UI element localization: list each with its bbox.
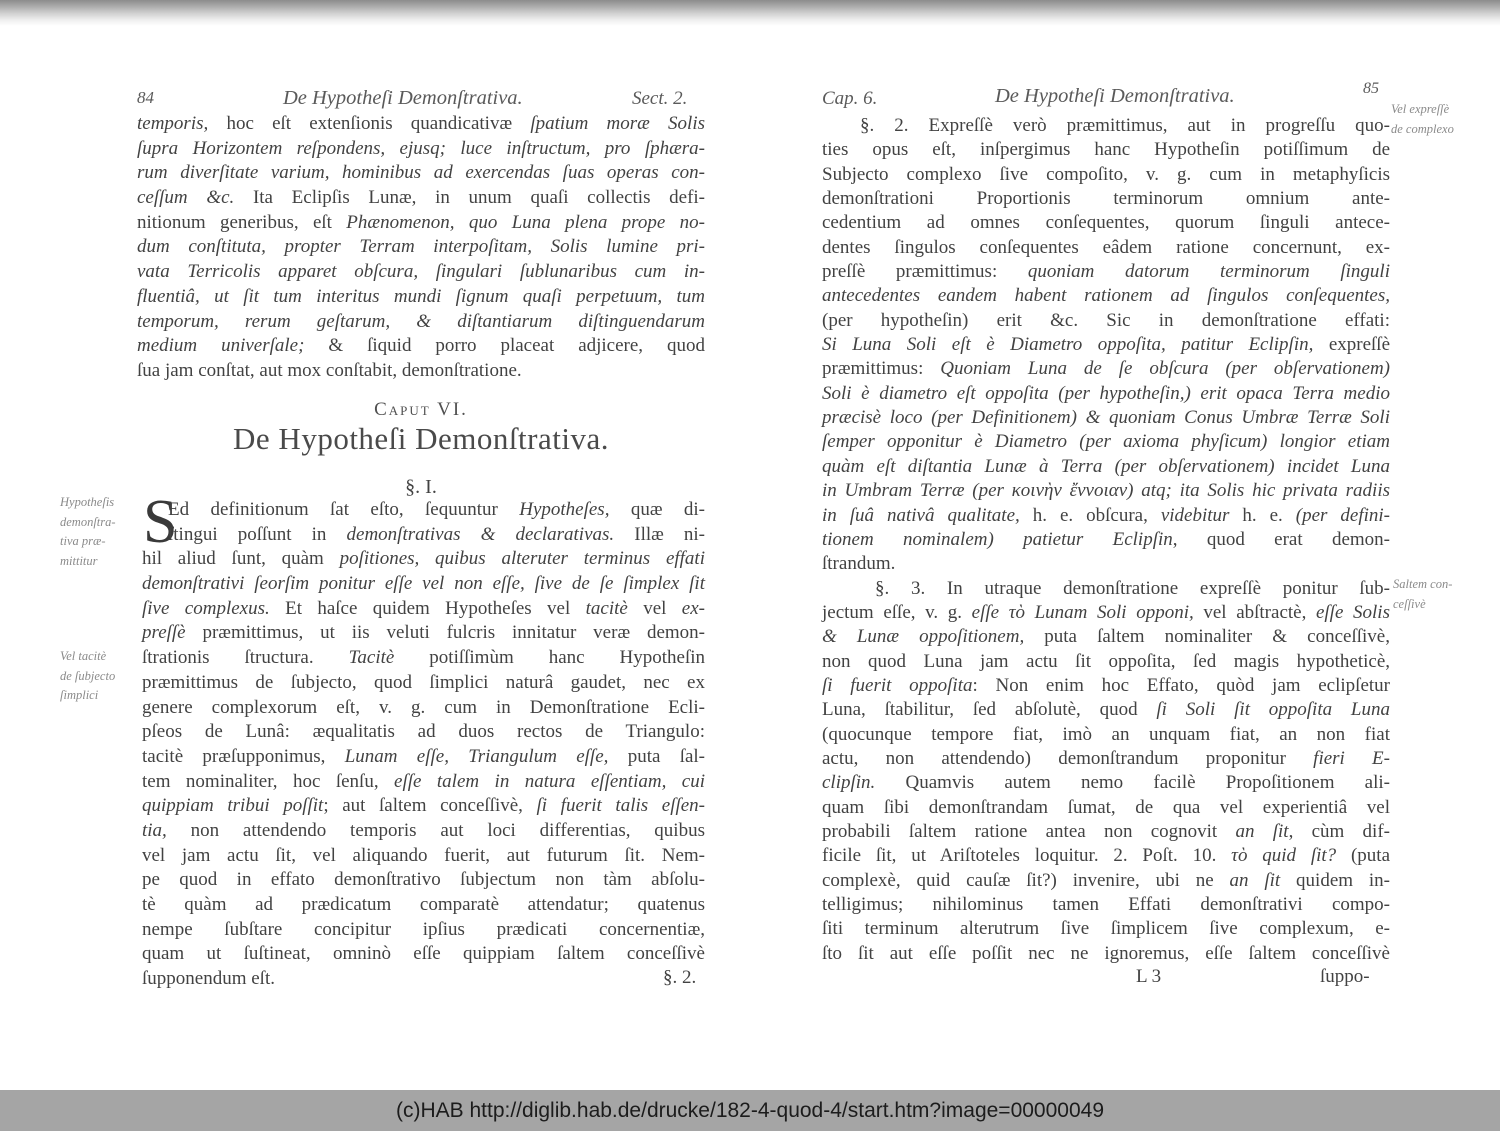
roman-text-segment: Illæ ni- <box>614 523 706 545</box>
text-line <box>822 650 1390 674</box>
text-line-content <box>822 844 1390 868</box>
text-line-content <box>142 671 705 696</box>
text-line-content <box>137 359 522 384</box>
margin-note-line: ceſſivè <box>1393 596 1426 611</box>
text-line <box>137 137 705 162</box>
text-line <box>142 844 705 869</box>
text-line <box>822 844 1390 868</box>
italic-text-segment: Phænomenon, quo Luna plena prope no- <box>346 211 705 233</box>
text-line-content <box>822 917 1390 941</box>
text-line-content <box>822 650 1390 674</box>
italic-text-segment: tacitè <box>585 597 628 619</box>
roman-text-segment: actu, non attendendo) demonſtrandum proponitur <box>822 747 1314 769</box>
text-line <box>822 236 1390 260</box>
section-mark: §. I. <box>405 476 437 498</box>
text-line <box>142 819 705 844</box>
text-line-content <box>822 869 1390 893</box>
text-line-content <box>142 597 705 622</box>
left-running-title: De Hypotheſi Demonſtrativa. <box>283 87 523 109</box>
text-line <box>822 163 1390 187</box>
text-line-content <box>142 696 705 721</box>
text-line <box>137 334 705 359</box>
text-line <box>142 671 705 696</box>
italic-text-segment: Hypotheſes, <box>519 499 610 520</box>
right-chapter-label: Cap. 6. <box>822 88 878 109</box>
roman-text-segment: cedentium ad omnes conſequentes, quorum ſinguli antece- <box>822 212 1390 234</box>
italic-text-segment: tionem nominalem) patietur Eclipſin <box>822 528 1173 550</box>
roman-text-segment: vel jam actu ſit, vel aliquando fuerit, aut futurum ſit. Nem- <box>142 844 705 866</box>
margin-note-line: Hypotheſis <box>60 495 115 509</box>
text-line-content <box>875 577 1390 601</box>
italic-text-segment: (per defini- <box>1295 504 1390 526</box>
text-line <box>822 479 1390 503</box>
italic-text-segment: dum conſtituta, propter Terram interpoſitam, Solis lumine pri- <box>137 236 705 258</box>
text-line <box>822 333 1390 357</box>
roman-text-segment: probabili ſaltem ratione antea non cognovit <box>822 820 1236 842</box>
roman-text-segment: puta ſaltem nominaliter & conceſſivè, <box>1024 626 1390 648</box>
text-line-content <box>142 967 275 992</box>
text-line <box>137 285 705 310</box>
text-line-content <box>822 284 1390 308</box>
text-line-content <box>822 528 1390 552</box>
text-line <box>822 820 1390 844</box>
left-text-block <box>137 112 705 384</box>
roman-text-segment: præmittimus: <box>822 358 941 380</box>
roman-text-segment: ſupponendum eſt. <box>142 968 275 990</box>
left-paragraph-block <box>142 498 705 992</box>
text-line <box>822 406 1390 430</box>
italic-text-segment: poſitiones, quibus alteruter terminus effati <box>339 548 705 570</box>
text-line <box>822 211 1390 235</box>
italic-text-segment: eſſe Solis <box>1315 601 1390 623</box>
text-line-content <box>822 187 1390 211</box>
text-line <box>142 597 705 622</box>
text-line-content <box>822 333 1390 357</box>
text-line <box>822 187 1390 211</box>
margin-note-saltem <box>1393 575 1452 614</box>
italic-text-segment: ſive complexus. <box>142 597 270 619</box>
roman-text-segment: hil aliud ſunt, quàm <box>142 548 340 570</box>
roman-text-segment: ſto ſit aut eſſe poſſit nec ne ignoremus, eſſe ſaltem conceſſivè <box>822 942 1390 964</box>
text-line-content <box>142 893 705 918</box>
text-line-content <box>137 161 705 186</box>
footer-bar <box>0 1090 1500 1131</box>
roman-text-segment: vel <box>627 597 682 619</box>
text-line-content <box>822 236 1390 260</box>
text-line-content <box>137 211 705 236</box>
text-line-content <box>142 942 705 967</box>
text-line-content <box>142 844 705 869</box>
roman-text-segment: telligimus; nihilominus tamen Effati demonſtrativi compo- <box>822 894 1390 915</box>
text-line-content <box>142 547 705 572</box>
text-line-content <box>822 723 1390 747</box>
text-line-content <box>137 235 705 260</box>
text-line <box>822 723 1390 747</box>
italic-text-segment: in Umbram Terræ (per κοινὴν ἔννοιαν) atq; ita Solis hic privata radiis <box>822 480 1390 502</box>
italic-text-segment: ſi fuerit talis eſſen- <box>536 795 706 817</box>
roman-text-segment: genere complexorum eſt, v. g. cum in Demonſtratione Ecli- <box>142 696 705 718</box>
roman-text-segment: jectum eſſe, v. g. <box>822 601 972 623</box>
italic-text-segment: eſſe talem in natura eſſentiam, cui <box>394 770 705 792</box>
text-line-content <box>142 720 705 745</box>
margin-note-tacite <box>60 647 115 706</box>
text-line <box>142 868 705 893</box>
roman-text-segment: Ed definitionum ſat eſto, ſequuntur <box>168 499 520 520</box>
text-line-content <box>137 285 705 310</box>
text-line <box>822 869 1390 893</box>
text-line-content <box>137 137 705 162</box>
text-line <box>142 720 705 745</box>
chapter-label: Caput VI. <box>374 399 468 420</box>
italic-text-segment: clipſin. <box>822 772 876 794</box>
text-line <box>142 523 705 548</box>
roman-text-segment: , quod erat demon- <box>1172 528 1390 550</box>
text-line-content <box>822 479 1390 503</box>
text-line-content <box>168 498 705 523</box>
roman-text-segment: quam ſibi demonſtrandam ſumat, de qua vel experientiâ vel <box>822 796 1390 818</box>
text-line <box>822 382 1390 406</box>
italic-text-segment: Lunam eſſe, Triangulum eſſe, <box>344 745 609 767</box>
margin-note-line: tiva præ- <box>60 534 106 548</box>
roman-text-segment: ficile ſit, ut Ariſtoteles loquitur. 2. Poſt. 10. <box>822 845 1232 867</box>
text-line-content <box>822 796 1390 820</box>
roman-text-segment: ſua jam conſtat, aut mox conſtabit, demonſtratione. <box>137 359 522 381</box>
roman-text-segment: non quod Luna jam actu ſit oppoſita, ſed magis hypotheticè, <box>822 650 1390 672</box>
margin-note-line: de complexo <box>1391 121 1454 136</box>
roman-text-segment: tem nominaliter, hoc ſenſu, <box>142 770 395 792</box>
italic-text-segment: in ſuâ nativâ qualitate, <box>822 504 1020 526</box>
text-line <box>822 138 1390 162</box>
roman-text-segment: demonſtrationi Proportionis terminorum omnium ante- <box>822 188 1390 210</box>
signature-mark: L 3 <box>1136 966 1162 987</box>
text-line <box>822 455 1390 479</box>
text-line <box>137 161 705 186</box>
text-line <box>822 309 1390 333</box>
right-page-number: 85 <box>1363 80 1379 97</box>
text-line <box>822 747 1390 771</box>
text-line-content <box>168 523 705 548</box>
italic-text-segment: antecedentes eandem habent rationem ad ſingulos conſequentes, <box>822 285 1390 307</box>
italic-text-segment: tia, <box>142 819 167 841</box>
roman-text-segment: Luna, ſtabilitur, ſed abſolutè, quod <box>822 699 1157 721</box>
text-line-content <box>137 310 705 335</box>
roman-text-segment: §. 3. In utraque demonſtratione expreſſè ponitur ſub- <box>875 577 1390 599</box>
right-running-title: De Hypotheſi Demonſtrativa. <box>995 85 1235 107</box>
italic-text-segment: Quoniam Luna de ſe obſcura (per obſervationem) <box>940 358 1390 380</box>
text-line <box>142 893 705 918</box>
text-line-content <box>822 747 1390 771</box>
italic-text-segment: temporum, rerum geſtarum, & diſtantiarum diſtinguendarum <box>137 310 705 332</box>
text-line <box>822 577 1390 601</box>
roman-text-segment: puta ſal- <box>608 745 706 767</box>
margin-note-line: Saltem con- <box>1393 577 1453 591</box>
italic-text-segment: demonſtrativas & declarativas. <box>346 523 615 545</box>
roman-text-segment: Subjecto complexo ſive compoſito, v. g. cum in metaphyſicis <box>822 163 1390 185</box>
text-line-content <box>822 309 1390 333</box>
left-page-number: 84 <box>137 88 154 107</box>
italic-text-segment: an ſit <box>1229 869 1281 891</box>
text-line <box>137 235 705 260</box>
text-line-content <box>142 572 705 597</box>
text-line-content <box>822 771 1390 795</box>
text-line <box>142 794 705 819</box>
right-text-block <box>822 114 1390 966</box>
margin-note-line: ſimplici <box>60 688 99 702</box>
roman-text-segment: ties opus eſt, inſpergimus hanc Hypotheſin potiſſimum de <box>822 139 1390 161</box>
roman-text-segment: h. e. obſcura, <box>1019 504 1161 526</box>
text-line-content <box>137 260 705 285</box>
roman-text-segment: ſtrandum. <box>822 553 896 575</box>
roman-text-segment: ſtingui poſſunt in <box>168 523 347 545</box>
text-line <box>137 310 705 335</box>
italic-text-segment: Si Luna Soli eſt è Diametro oppoſita, patitur Eclipſin, <box>822 334 1314 356</box>
text-line <box>822 260 1390 284</box>
text-line <box>822 893 1390 917</box>
roman-text-segment: : Non enim hoc Effato, quòd jam eclipſetur <box>972 674 1390 696</box>
footer-credit: (c)HAB http://diglib.hab.de/drucke/182-4-quod-4/start.htm?image=00000049 <box>395 1098 1104 1122</box>
text-line <box>142 572 705 597</box>
roman-text-segment: ; aut ſaltem conceſſivè, <box>323 795 537 817</box>
roman-text-segment: quam ut ſuſtineat, omninò eſſe quippiam ſaltem conceſſivè <box>142 943 705 965</box>
text-line <box>822 114 1390 138</box>
text-line <box>822 284 1390 308</box>
italic-text-segment: eſſe τὸ Lunam Soli opponi, <box>971 601 1194 623</box>
text-line-content <box>822 357 1390 381</box>
text-line <box>142 547 705 572</box>
text-line-content <box>822 674 1390 698</box>
roman-text-segment: , cùm dif- <box>1288 820 1390 842</box>
roman-text-segment: Et haſce quidem Hypotheſes vel <box>269 597 586 619</box>
roman-text-segment: potiſſimùm hanc Hypotheſin <box>394 647 706 669</box>
text-line <box>142 646 705 671</box>
roman-text-segment: vel abſtractè, <box>1193 601 1316 623</box>
italic-text-segment: fluentiâ, ut ſit tum interitus mundi ſignum quaſi perpetuum, tum <box>137 285 705 307</box>
roman-text-segment: complexè, quid cauſæ ſit?) invenire, ubi ne <box>822 869 1230 891</box>
italic-text-segment: preſſè <box>142 622 186 644</box>
margin-note-line: demonſtra- <box>60 514 116 529</box>
drop-cap: S <box>143 488 178 556</box>
roman-text-segment: tè quàm ad prædicatum comparatè attendatur; quatenus <box>142 894 705 915</box>
roman-text-segment: præmittimus, ut iis veluti fulcris innitatur veræ demon- <box>185 622 705 644</box>
text-line-content <box>822 138 1390 162</box>
italic-text-segment: ceſſum &c. <box>137 187 235 209</box>
left-catchword: §. 2. <box>663 967 697 988</box>
text-line-content <box>822 382 1390 406</box>
italic-text-segment: ſpatium moræ Solis <box>530 113 705 134</box>
text-line <box>142 770 705 795</box>
italic-text-segment: & Lunæ oppoſitionem, <box>822 626 1025 648</box>
roman-text-segment: (quocunque tempore fiat, imò an unquam fiat, an non fiat <box>822 723 1390 745</box>
roman-text-segment: non attendendo temporis aut loci differentias, quibus <box>166 819 705 841</box>
text-line-content <box>142 868 705 893</box>
text-line-content <box>822 698 1390 722</box>
text-line <box>822 601 1390 625</box>
roman-text-segment: Ita Eclipſis Lunæ, in unum quaſi collectis defi- <box>234 187 705 209</box>
text-line-content <box>822 455 1390 479</box>
roman-text-segment: quidem in- <box>1280 869 1391 891</box>
margin-note-line: Vel expreſſè <box>1391 102 1450 116</box>
text-line <box>822 674 1390 698</box>
text-line <box>137 211 705 236</box>
roman-text-segment: (puta <box>1336 845 1391 867</box>
roman-text-segment: dentes ſingulos conſequentes eâdem ratione concernunt, ex- <box>822 236 1390 258</box>
text-line-content <box>137 112 705 137</box>
text-line-content <box>142 621 705 646</box>
right-catchword: ſuppo- <box>1320 966 1370 987</box>
roman-text-segment: expreſſè <box>1313 334 1391 356</box>
text-line-content <box>822 601 1390 625</box>
text-line-content <box>822 406 1390 430</box>
text-line <box>137 359 705 384</box>
italic-text-segment: præcisè loco (per Definitionem) & quoniam Conus Umbræ Terræ Soli <box>822 407 1390 429</box>
margin-note-hypothesis <box>60 493 116 571</box>
italic-text-segment: an ſit <box>1235 820 1289 842</box>
text-line <box>142 967 705 992</box>
italic-text-segment: quoniam datorum terminorum ſinguli <box>1027 261 1390 283</box>
roman-text-segment: pe quod in effato demonſtrativo ſubjectum non tàm abſolu- <box>142 869 705 891</box>
text-line <box>142 745 705 770</box>
text-line-content <box>137 334 705 359</box>
scan-edge-shadow <box>0 0 1500 26</box>
roman-text-segment: & ſiquid porro placeat adjicere, quod <box>304 335 705 357</box>
text-line-content <box>142 819 705 844</box>
text-line <box>822 357 1390 381</box>
roman-text-segment: h. e. <box>1229 504 1296 526</box>
italic-text-segment: fieri E- <box>1313 747 1390 769</box>
text-line <box>142 918 705 943</box>
text-line <box>822 504 1390 528</box>
text-line-content <box>822 893 1390 917</box>
italic-text-segment: demonſtrativi ſeorſim ponitur eſſe vel non eſſe, ſive de ſe ſimplex ſit <box>142 573 705 595</box>
roman-text-segment: §. 2. Expreſſè verò præmittimus, aut in progreſſu quo- <box>860 115 1390 136</box>
text-line <box>822 698 1390 722</box>
text-line-content <box>822 260 1390 284</box>
margin-note-expresse <box>1391 100 1454 139</box>
roman-text-segment: præmittimus de ſubjecto, quod ſimplici naturâ gaudet, nec ex <box>142 671 705 693</box>
text-line <box>822 942 1390 966</box>
roman-text-segment: tacitè præſupponimus, <box>142 745 345 767</box>
italic-text-segment: vata Terricolis apparet obſcura, ſingulari ſublunaribus cum in- <box>137 261 705 283</box>
text-line-content <box>142 646 705 671</box>
italic-text-segment: quàm eſt diſtantia Lunæ à Terra (per obſervationem) incidet Luna <box>822 455 1390 477</box>
text-line <box>822 771 1390 795</box>
text-line <box>137 112 705 137</box>
text-line <box>137 260 705 285</box>
text-line <box>137 186 705 211</box>
italic-text-segment: videbitur <box>1160 504 1230 526</box>
text-line <box>822 796 1390 820</box>
text-line <box>142 696 705 721</box>
italic-text-segment: ſi Soli ſit oppoſita Luna <box>1156 699 1390 721</box>
roman-text-segment: (per hypotheſin) erit &c. Sic in demonſtratione effati: <box>822 309 1390 331</box>
italic-text-segment: quippiam tribui poſſit <box>142 795 324 817</box>
roman-text-segment: nempe ſubſtare concipitur ipſius prædicati concernentiæ, <box>142 918 705 940</box>
text-line <box>822 430 1390 454</box>
text-line-content <box>142 794 705 819</box>
text-line <box>142 498 705 523</box>
text-line <box>822 528 1390 552</box>
italic-text-segment: ſemper opponitur è Diametro (per axioma phyſicum) longior etiam <box>822 431 1390 453</box>
chapter-title: De Hypotheſi Demonſtrativa. <box>233 421 609 456</box>
text-line-content <box>142 770 705 795</box>
italic-text-segment: τὸ quid ſit? <box>1231 845 1337 867</box>
text-line-content <box>860 114 1390 138</box>
text-line-content <box>137 186 705 211</box>
italic-text-segment: ſi fuerit oppoſita <box>822 674 973 696</box>
text-line-content <box>822 211 1390 235</box>
roman-text-segment: Quamvis autem nemo facilè Propoſitionem ali- <box>875 772 1390 794</box>
roman-text-segment: ſtrationis ſtructura. <box>142 647 349 669</box>
margin-note-line: de ſubjecto <box>60 668 116 683</box>
text-line <box>142 621 705 646</box>
margin-note-line: Vel tacitè <box>60 649 107 663</box>
italic-text-segment: Soli è diametro eſt oppoſita (per hypotheſin,) erit opaca Terra medio <box>822 382 1390 404</box>
italic-text-segment: temporis, <box>137 113 209 134</box>
roman-text-segment: hoc eſt extenſionis quandicativæ <box>208 113 531 134</box>
text-line-content <box>822 163 1390 187</box>
italic-text-segment: ex- <box>681 597 705 619</box>
text-line <box>142 942 705 967</box>
text-line-content <box>822 820 1390 844</box>
text-line-content <box>822 430 1390 454</box>
roman-text-segment: preſſè præmittimus: <box>822 261 1028 283</box>
text-line <box>822 552 1390 576</box>
text-line-content <box>142 745 705 770</box>
italic-text-segment: medium univerſale; <box>137 335 305 357</box>
roman-text-segment: quæ di- <box>609 499 705 520</box>
text-line-content <box>822 552 895 576</box>
text-line-content <box>822 504 1390 528</box>
italic-text-segment: ſupra Horizontem reſpondens, ejusq; luce inſtructum, pro ſphæra- <box>137 137 705 159</box>
left-section-label: Sect. 2. <box>632 88 688 109</box>
text-line <box>822 625 1390 649</box>
text-line-content <box>142 918 705 943</box>
margin-note-line: mittitur <box>60 553 98 568</box>
roman-text-segment: ſiti terminum alterutrum ſive ſimplicem ſive complexum, e- <box>822 918 1390 940</box>
text-line-content <box>822 942 1390 966</box>
italic-text-segment: rum diverſitate varium, hominibus ad exercendas ſuas operas con- <box>137 162 705 184</box>
roman-text-segment: nitionum generibus, eſt <box>137 211 347 233</box>
text-line-content <box>822 625 1390 649</box>
text-line <box>822 917 1390 941</box>
italic-text-segment: Tacitè <box>348 647 395 669</box>
roman-text-segment: pſeos de Lunâ: æqualitatis ad duos rectos de Triangulo: <box>142 721 705 743</box>
